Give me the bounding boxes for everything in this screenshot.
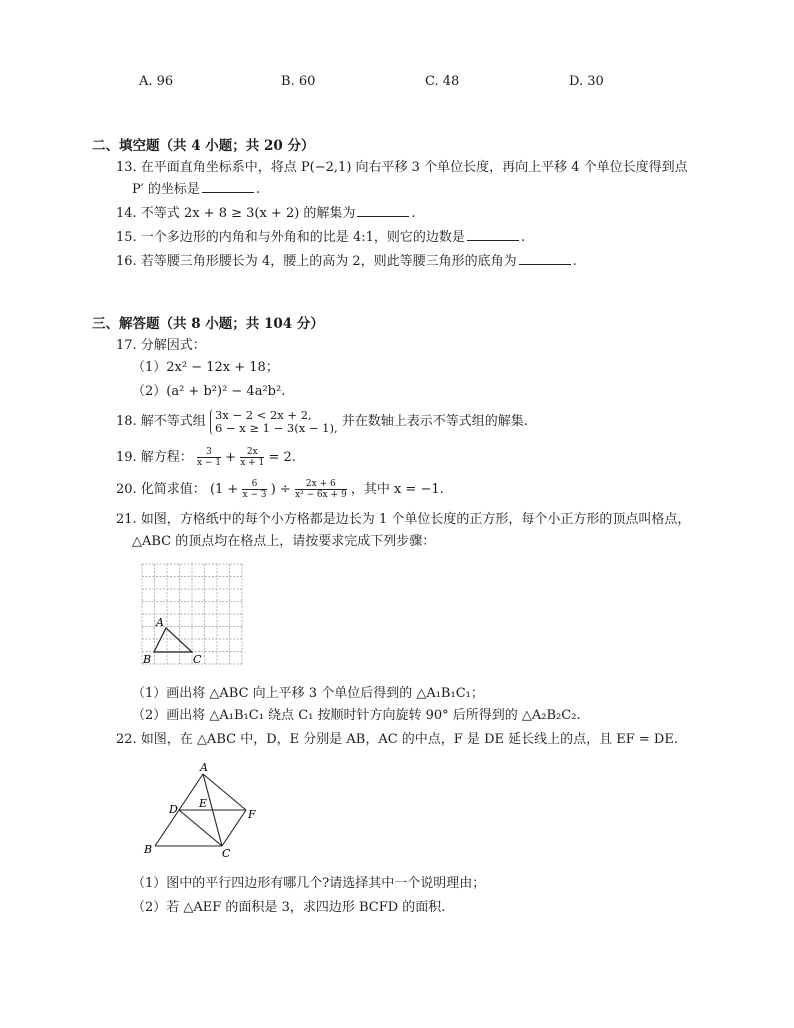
segment-fc (222, 810, 246, 846)
question-21-part1: （1）画出将 △ABC 向上平移 3 个单位后得到的 △A₁B₁C₁； (132, 686, 484, 701)
label-b: B (144, 843, 153, 856)
question-18: 18. 解不等式组 3x − 2 < 2x + 2, 6 − x ≥ 1 − 3(x − 1), 并在数轴上表示不等式组的解集. (116, 407, 528, 435)
label-a: A (200, 761, 208, 774)
inequality-system: 3x − 2 < 2x + 2, 6 − x ≥ 1 − 3(x − 1), (210, 409, 338, 435)
fraction: $\frac{2x}{x + 1}$ (240, 447, 265, 468)
question-13-line2: P′ 的坐标是 . (132, 182, 260, 197)
option-c: C. 48 (425, 74, 460, 89)
section3-title: 三、解答题（共 8 小题；共 104 分） (92, 316, 324, 332)
fraction: $\frac{2x + 6}{\text{x² − 6x + 9}}$ (294, 479, 347, 500)
question-22-part1: （1）图中的平行四边形有哪几个?请选择其中一个说明理由； (132, 876, 486, 891)
segment-dc (179, 810, 222, 846)
question-17: 17. 分解因式： (116, 338, 206, 353)
fraction: $\frac{3}{x - 1}$ (196, 447, 222, 468)
question-19: 19. 解方程： $\frac{3}{x - 1}$ + $\frac{2x}{x + 1}$ = 2. (116, 447, 296, 468)
fraction: $\frac{6}{x - 3}$ (242, 479, 267, 500)
segment-af (203, 774, 246, 810)
question-21-line1: 21. 如图，方格纸中的每个小方格都是边长为 1 个单位长度的正方形，每个小正方形的顶点叫格点， (116, 512, 691, 527)
question-21-part2: （2）画出将 △A₁B₁C₁ 绕点 C₁ 按顺时针方向旋转 90° 后所得到的 △A₂B₂C₂. (132, 708, 581, 723)
option-b: B. 60 (281, 74, 316, 89)
grid-figure (140, 562, 244, 668)
question-20: 20. 化简求值： (1 + $\frac{6}{x - 3}$ ) ÷ $\frac{2x + 6}{\text{x² − 6x + 9}}$ ，其中 x = −1. (116, 479, 444, 500)
label-b: B (143, 653, 152, 666)
label-e: E (199, 797, 208, 810)
question-22-part2: （2）若 △AEF 的面积是 3，求四边形 BCFD 的面积. (132, 900, 446, 915)
geometry-figure (140, 760, 270, 860)
label-c: C (222, 847, 231, 860)
question-21-line2: △ABC 的顶点均在格点上，请按要求完成下列步骤： (132, 534, 436, 549)
label-a: A (156, 616, 164, 629)
question-22: 22. 如图，在 △ABC 中，D，E 分别是 AB，AC 的中点，F 是 DE 延长线上的点，且 EF = DE. (116, 732, 678, 747)
label-c: C (193, 653, 202, 666)
question-17-part1: （1）2x² − 12x + 18； (132, 360, 279, 375)
question-16: 16. 若等腰三角形腰长为 4，腰上的高为 2，则此等腰三角形的底角为 . (116, 254, 577, 269)
answer-blank (467, 228, 519, 241)
question-14: 14. 不等式 2x + 8 ≥ 3(x + 2) 的解集为 . (116, 206, 416, 221)
section2-title: 二、填空题（共 4 小题；共 20 分） (92, 138, 315, 154)
triangle-abc (154, 628, 192, 652)
label-f: F (248, 808, 256, 821)
option-a: A. 96 (139, 74, 174, 89)
answer-blank (202, 180, 254, 193)
answer-blank (357, 204, 409, 217)
answer-blank (519, 252, 571, 265)
option-d: D. 30 (569, 74, 604, 89)
question-17-part2: （2）(a² + b²)² − 4a²b². (132, 384, 286, 399)
question-15: 15. 一个多边形的内角和与外角和的比是 4:1，则它的边数是 . (116, 230, 526, 245)
label-d: D (169, 803, 178, 816)
question-13-line1: 13. 在平面直角坐标系中，将点 P(−2,1) 向右平移 3 个单位长度，再向上平移 4 个单位长度得到点 (116, 160, 688, 175)
